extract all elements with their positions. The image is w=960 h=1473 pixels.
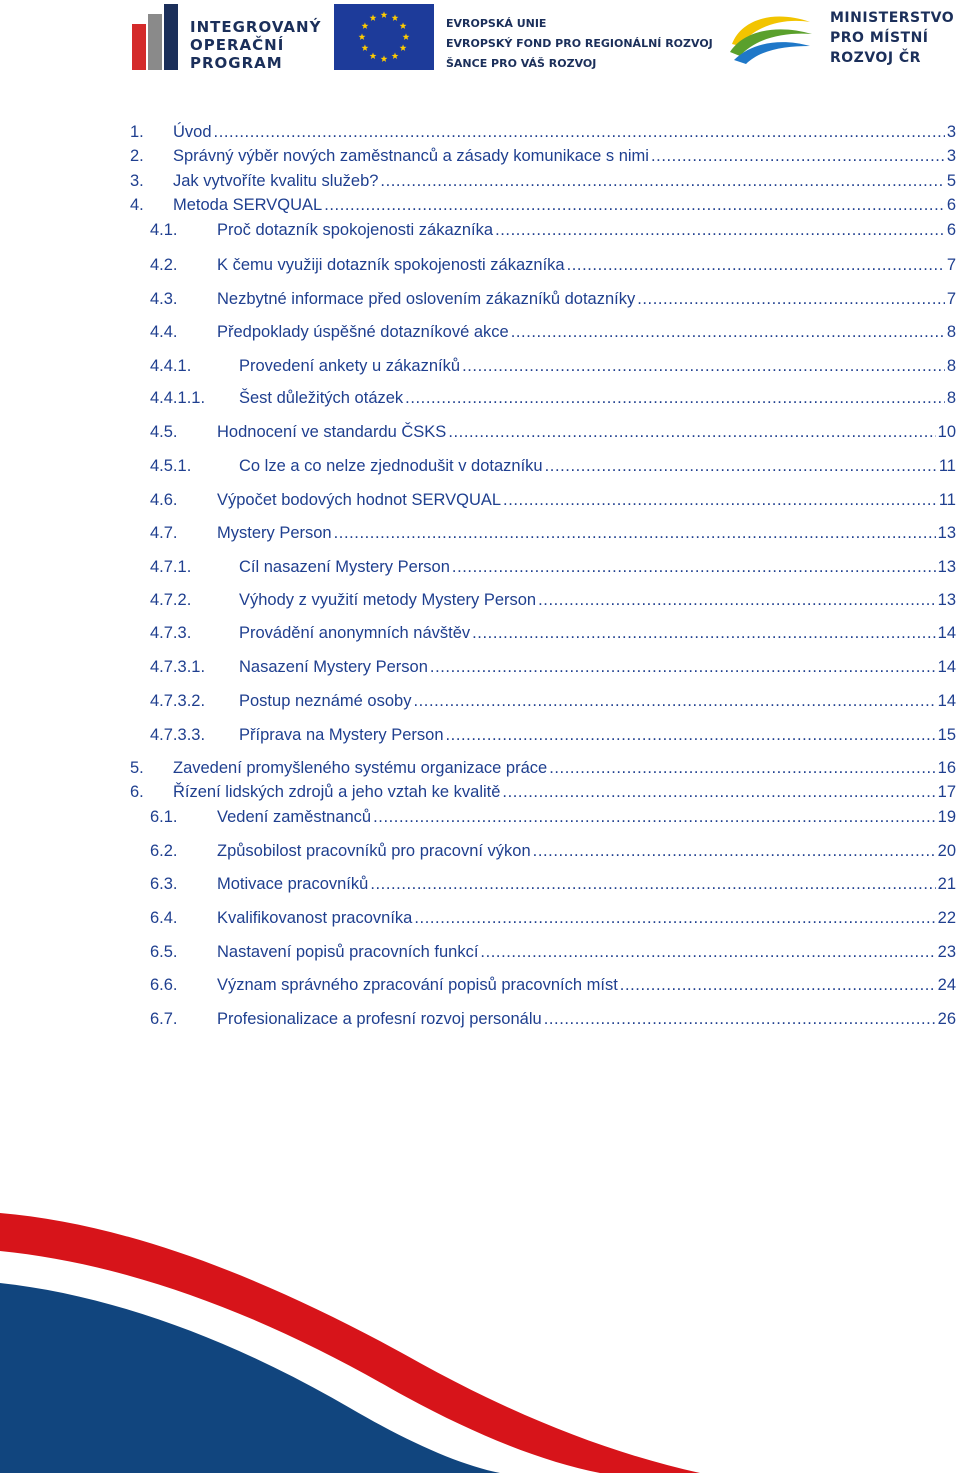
toc-entry[interactable] — [150, 621, 956, 645]
toc-entry-number: 4.7.2. — [150, 591, 192, 609]
toc-dot-leader — [544, 1007, 936, 1031]
toc-entry-page: 14 — [937, 692, 956, 710]
toc-entry-page: 8 — [946, 357, 956, 375]
toc-entry-page: 8 — [946, 389, 956, 407]
iop-logo — [132, 4, 322, 72]
toc-entry-number: 4.4.1. — [150, 357, 192, 375]
toc-entry[interactable] — [130, 780, 956, 804]
eu-logo-line: EVROPSKÝ FOND PRO REGIONÁLNÍ ROZVOJ — [446, 37, 713, 50]
toc-entry-number: 4.7.3. — [150, 624, 192, 642]
toc-entry-number: 6.5. — [150, 943, 178, 961]
eu-flag-icon — [334, 4, 434, 70]
toc-dot-leader — [430, 655, 936, 679]
toc-entry-number: 6.1. — [150, 808, 178, 826]
toc-dot-leader — [414, 906, 935, 930]
toc-dot-leader — [448, 420, 935, 444]
toc-dot-leader — [651, 144, 945, 168]
toc-entry-number: 6. — [130, 783, 144, 801]
toc-dot-leader — [502, 780, 935, 804]
toc-dot-leader — [413, 689, 935, 713]
toc-entry-title: Význam správného zpracování popisů pracovních míst — [217, 976, 618, 994]
toc-entry-title: Správný výběr nových zaměstnanců a zásady komunikace s nimi — [173, 147, 649, 165]
eu-logo-line: ŠANCE PRO VÁŠ ROZVOJ — [446, 57, 597, 70]
toc-entry-title: Mystery Person — [217, 524, 332, 542]
toc-entry-number: 4.7.3.2. — [150, 692, 206, 710]
toc-entry-page: 21 — [937, 875, 956, 893]
toc-entry-number: 6.2. — [150, 842, 178, 860]
toc-entry-number: 4. — [130, 196, 144, 214]
toc-entry-page: 15 — [937, 726, 956, 744]
toc-entry-page: 17 — [937, 783, 956, 801]
toc-entry-title: Nezbytné informace před oslovením zákazníků dotazníky — [217, 290, 636, 308]
toc-entry[interactable] — [150, 839, 956, 863]
toc-entry[interactable] — [150, 488, 956, 512]
toc-entry-page: 22 — [937, 909, 956, 927]
toc-entry-title: Provádění anonymních návštěv — [239, 624, 471, 642]
toc-dot-leader — [637, 287, 945, 311]
toc-entry-title: Profesionalizace a profesní rozvoj personálu — [217, 1010, 542, 1028]
toc-entry[interactable] — [150, 1007, 956, 1031]
flag-wave-decoration — [0, 1213, 960, 1473]
toc-dot-leader — [452, 555, 936, 579]
toc-dot-leader — [334, 521, 936, 545]
toc-entry-page: 3 — [946, 147, 956, 165]
toc-entry-title: Způsobilost pracovníků pro pracovní výkon — [217, 842, 531, 860]
toc-entry-page: 7 — [946, 256, 956, 274]
toc-entry-title: Metoda SERVQUAL — [173, 196, 323, 214]
toc-entry-title: Předpoklady úspěšné dotazníkové akce — [217, 323, 509, 341]
toc-entry[interactable] — [150, 973, 956, 997]
toc-entry-number: 1. — [130, 123, 144, 141]
toc-entry-number: 2. — [130, 147, 144, 165]
toc-dot-leader — [538, 588, 936, 612]
toc-entry-page: 14 — [937, 624, 956, 642]
toc-entry-page: 26 — [937, 1010, 956, 1028]
iop-logo-line: INTEGROVANÝ — [190, 18, 322, 36]
toc-entry-title: Proč dotazník spokojenosti zákazníka — [217, 221, 494, 239]
toc-entry-number: 4.4.1.1. — [150, 389, 206, 407]
toc-entry-number: 6.4. — [150, 909, 178, 927]
toc-dot-leader — [405, 386, 945, 410]
toc-entry[interactable] — [130, 193, 956, 217]
toc-entry-number: 4.2. — [150, 256, 178, 274]
toc-entry[interactable] — [150, 320, 956, 344]
toc-dot-leader — [446, 723, 936, 747]
toc-dot-leader — [480, 940, 935, 964]
eu-logo-line: EVROPSKÁ UNIE — [446, 17, 547, 30]
toc-entry[interactable] — [150, 218, 956, 242]
toc-entry-number: 6.3. — [150, 875, 178, 893]
toc-entry-number: 4.4. — [150, 323, 178, 341]
toc-entry-title: Vedení zaměstnanců — [217, 808, 372, 826]
toc-entry[interactable] — [150, 454, 956, 478]
toc-entry-title: Úvod — [173, 123, 212, 141]
toc-entry[interactable] — [150, 872, 956, 896]
toc-entry[interactable] — [150, 588, 956, 612]
toc-entry-title: Postup neznámé osoby — [239, 692, 412, 710]
mmr-logo-line: ROZVOJ ČR — [830, 50, 921, 66]
toc-entry-page: 16 — [937, 759, 956, 777]
toc-entry[interactable] — [150, 906, 956, 930]
iop-bars-icon — [132, 4, 178, 70]
toc-entry-number: 4.7.3.3. — [150, 726, 206, 744]
toc-entry[interactable] — [130, 756, 956, 780]
toc-entry-page: 7 — [946, 290, 956, 308]
toc-entry-title: Příprava na Mystery Person — [239, 726, 444, 744]
toc-entry-page: 10 — [937, 423, 956, 441]
toc-entry[interactable] — [130, 144, 956, 168]
mmr-logo — [726, 4, 958, 70]
toc-entry-page: 6 — [946, 221, 956, 239]
toc-entry[interactable] — [150, 805, 956, 829]
mmr-logo-line: MINISTERSTVO — [830, 10, 955, 26]
toc-entry-title: Kvalifikovanost pracovníka — [217, 909, 413, 927]
toc-entry-title: Nastavení popisů pracovních funkcí — [217, 943, 479, 961]
toc-dot-leader — [620, 973, 936, 997]
toc-entry[interactable] — [130, 120, 956, 144]
toc-entry-number: 4.5. — [150, 423, 178, 441]
toc-dot-leader — [495, 218, 945, 242]
toc-entry-number: 4.7.3.1. — [150, 658, 206, 676]
toc-entry[interactable] — [150, 521, 956, 545]
toc-entry-page: 5 — [946, 172, 956, 190]
toc-entry-number: 4.3. — [150, 290, 178, 308]
toc-entry-title: Hodnocení ve standardu ČSKS — [217, 423, 447, 441]
toc-dot-leader — [545, 454, 937, 478]
toc-entry-page: 13 — [937, 558, 956, 576]
toc-entry-page: 24 — [937, 976, 956, 994]
toc-dot-leader — [472, 621, 936, 645]
toc-entry-title: K čemu využiji dotazník spokojenosti zákazníka — [217, 256, 565, 274]
toc-entry-page: 8 — [946, 323, 956, 341]
toc-entry[interactable] — [150, 689, 956, 713]
toc-entry[interactable] — [150, 940, 956, 964]
toc-entry[interactable] — [150, 555, 956, 579]
toc-dot-leader — [462, 354, 945, 378]
toc-entry-page: 6 — [946, 196, 956, 214]
toc-entry-title: Zavedení promyšleného systému organizace práce — [173, 759, 548, 777]
toc-entry-title: Výpočet bodových hodnot SERVQUAL — [217, 491, 502, 509]
toc-entry-page: 11 — [938, 491, 956, 509]
toc-entry-title: Motivace pracovníků — [217, 875, 369, 893]
toc-entry-title: Jak vytvoříte kvalitu služeb? — [173, 172, 379, 190]
toc-dot-leader — [533, 839, 936, 863]
toc-entry-number: 4.6. — [150, 491, 178, 509]
toc-entry-title: Výhody z využití metody Mystery Person — [239, 591, 537, 609]
mmr-logo-line: PRO MÍSTNÍ — [830, 30, 929, 46]
mmr-emblem-icon — [726, 8, 816, 66]
toc-dot-leader — [370, 872, 935, 896]
toc-entry[interactable] — [150, 723, 956, 747]
eu-logo — [334, 4, 713, 70]
toc-entry-title: Nasazení Mystery Person — [239, 658, 428, 676]
toc-dot-leader — [373, 805, 936, 829]
toc-entry-page: 13 — [937, 524, 956, 542]
toc-entry-number: 4.5.1. — [150, 457, 192, 475]
toc-entry-number: 3. — [130, 172, 144, 190]
toc-entry[interactable] — [150, 655, 956, 679]
toc-entry-page: 3 — [946, 123, 956, 141]
toc-entry-page: 14 — [937, 658, 956, 676]
toc-entry-page: 23 — [937, 943, 956, 961]
toc-entry[interactable] — [150, 253, 956, 277]
toc-entry-number: 4.7.1. — [150, 558, 192, 576]
toc-entry[interactable] — [150, 386, 956, 410]
toc-entry-page: 20 — [937, 842, 956, 860]
toc-dot-leader — [380, 169, 944, 193]
toc-entry-title: Šest důležitých otázek — [239, 389, 404, 407]
toc-entry-page: 19 — [937, 808, 956, 826]
page-header — [0, 0, 960, 80]
toc-entry-number: 4.1. — [150, 221, 178, 239]
toc-dot-leader — [324, 193, 945, 217]
toc-entry-title: Řízení lidských zdrojů a jeho vztah ke kvalitě — [173, 783, 501, 801]
toc-entry-number: 6.6. — [150, 976, 178, 994]
toc-entry[interactable] — [150, 354, 956, 378]
toc-dot-leader — [549, 756, 935, 780]
toc-entry-title: Co lze a co nelze zjednodušit v dotazníku — [239, 457, 543, 475]
toc-entry-number: 6.7. — [150, 1010, 178, 1028]
toc-dot-leader — [503, 488, 937, 512]
toc-entry-number: 4.7. — [150, 524, 178, 542]
toc-dot-leader — [511, 320, 945, 344]
toc-entry[interactable] — [150, 420, 956, 444]
iop-logo-line: OPERAČNÍ — [190, 36, 285, 54]
iop-logo-line: PROGRAM — [190, 54, 283, 72]
toc-dot-leader — [214, 120, 945, 144]
toc-entry-page: 11 — [938, 457, 956, 475]
toc-entry[interactable] — [150, 287, 956, 311]
toc-dot-leader — [567, 253, 945, 277]
toc-entry-number: 5. — [130, 759, 144, 777]
toc-entry[interactable] — [130, 169, 956, 193]
toc-entry-title: Cíl nasazení Mystery Person — [239, 558, 450, 576]
toc-entry-title: Provedení ankety u zákazníků — [239, 357, 461, 375]
toc-entry-page: 13 — [937, 591, 956, 609]
